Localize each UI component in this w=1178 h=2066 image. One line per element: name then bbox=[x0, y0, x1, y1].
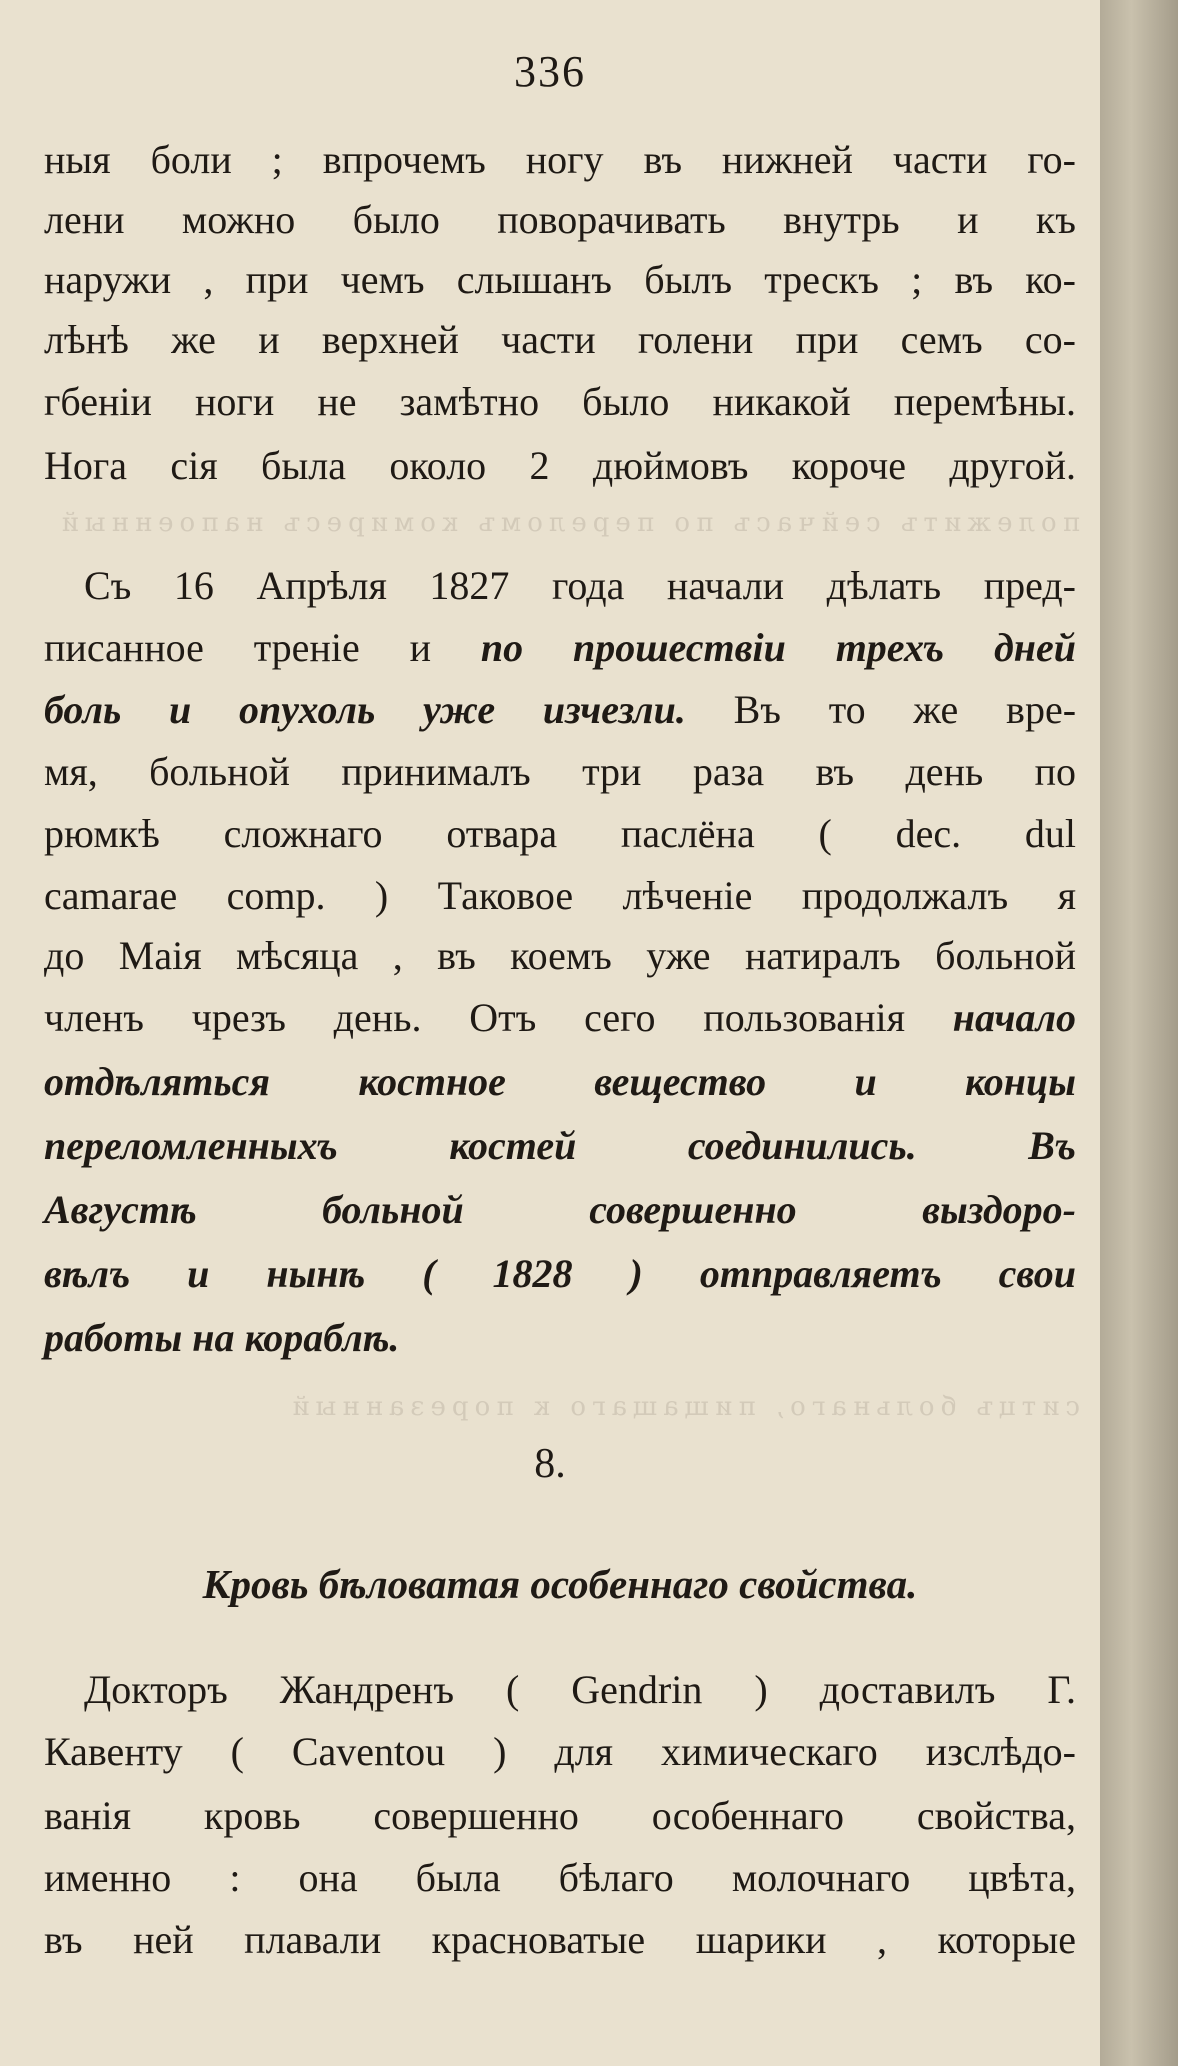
text-line: Кавенту ( Caventou ) для химическаго изслѣдо- bbox=[44, 1729, 1076, 1774]
text-line: наружи , при чемъ слышанъ былъ трескъ ; въ ко- bbox=[44, 257, 1076, 302]
text-line-mixed bbox=[44, 622, 1076, 674]
plain-text-span: Въ то же вре- bbox=[733, 687, 1077, 732]
text-line-mixed bbox=[44, 992, 1076, 1044]
italic-text-line: Августѣ больной совершенно выздоро- bbox=[44, 1187, 1076, 1232]
plain-text-span: писанное тренiе и bbox=[44, 625, 431, 670]
text-line: мя, больной принималъ три раза въ день по bbox=[44, 749, 1076, 794]
text-line: лени можно было поворачивать внутрь и къ bbox=[44, 197, 1076, 242]
text-line: ванiя кровь совершенно особеннаго свойства, bbox=[44, 1793, 1076, 1838]
section-heading: Кровь бѣловатая особеннаго свойства. bbox=[202, 1561, 918, 1607]
plain-text-span: членъ чрезъ день. Отъ сего пользованiя bbox=[44, 995, 905, 1040]
text-line-mixed bbox=[44, 684, 1076, 736]
italic-text-line: работы на кораблѣ. bbox=[44, 1315, 400, 1360]
italic-text-span: по прошествiи трехъ дней bbox=[480, 625, 1077, 670]
text-line: именно : она была бѣлаго молочнаго цвѣта, bbox=[44, 1855, 1076, 1900]
italic-text-span: начало bbox=[952, 995, 1076, 1040]
bleed-through-text-top: полежитъ сейчасъ по переломъ комиресъ напоенный bbox=[55, 508, 1080, 538]
section-number: 8. bbox=[534, 1441, 566, 1487]
page-edge bbox=[1100, 0, 1178, 2066]
text-line: до Маiя мѣсяца , въ коемъ уже натиралъ больной bbox=[44, 933, 1076, 978]
text-line: гбенiи ноги не замѣтно было никакой перемѣны. bbox=[44, 379, 1076, 424]
italic-text-line: переломленныхъ костей соединились. Въ bbox=[44, 1123, 1076, 1168]
text-line: рюмкѣ сложнаго отвара паслёна ( dec. dul bbox=[44, 811, 1076, 856]
italic-text-line: отдѣляться костное вещество и концы bbox=[44, 1059, 1076, 1104]
bleed-through-text-middle: ситцъ больнаго, пищащаго к порезанный bbox=[286, 1392, 1080, 1422]
text-line: Докторъ Жандренъ ( Gendrin ) доставилъ Г. bbox=[84, 1667, 1076, 1712]
italic-text-span: боль и опухоль уже изчезли. bbox=[44, 687, 686, 732]
text-line: ныя боли ; впрочемъ ногу въ нижней части го- bbox=[44, 137, 1076, 182]
text-line: Съ 16 Апрѣля 1827 года начали дѣлать пред- bbox=[84, 563, 1076, 608]
italic-text-line: вѣлъ и нынѣ ( 1828 ) отправляетъ свои bbox=[44, 1251, 1076, 1296]
text-line: Нога сiя была около 2 дюймовъ короче другой. bbox=[44, 443, 1076, 488]
text-line: лѣнѣ же и верхней части голени при семъ со- bbox=[44, 317, 1076, 362]
text-line: въ ней плавали красноватые шарики , которые bbox=[44, 1917, 1076, 1962]
text-line: camarae comp. ) Таковое лѣченiе продолжалъ я bbox=[44, 873, 1076, 918]
page-number: 336 bbox=[514, 47, 586, 96]
